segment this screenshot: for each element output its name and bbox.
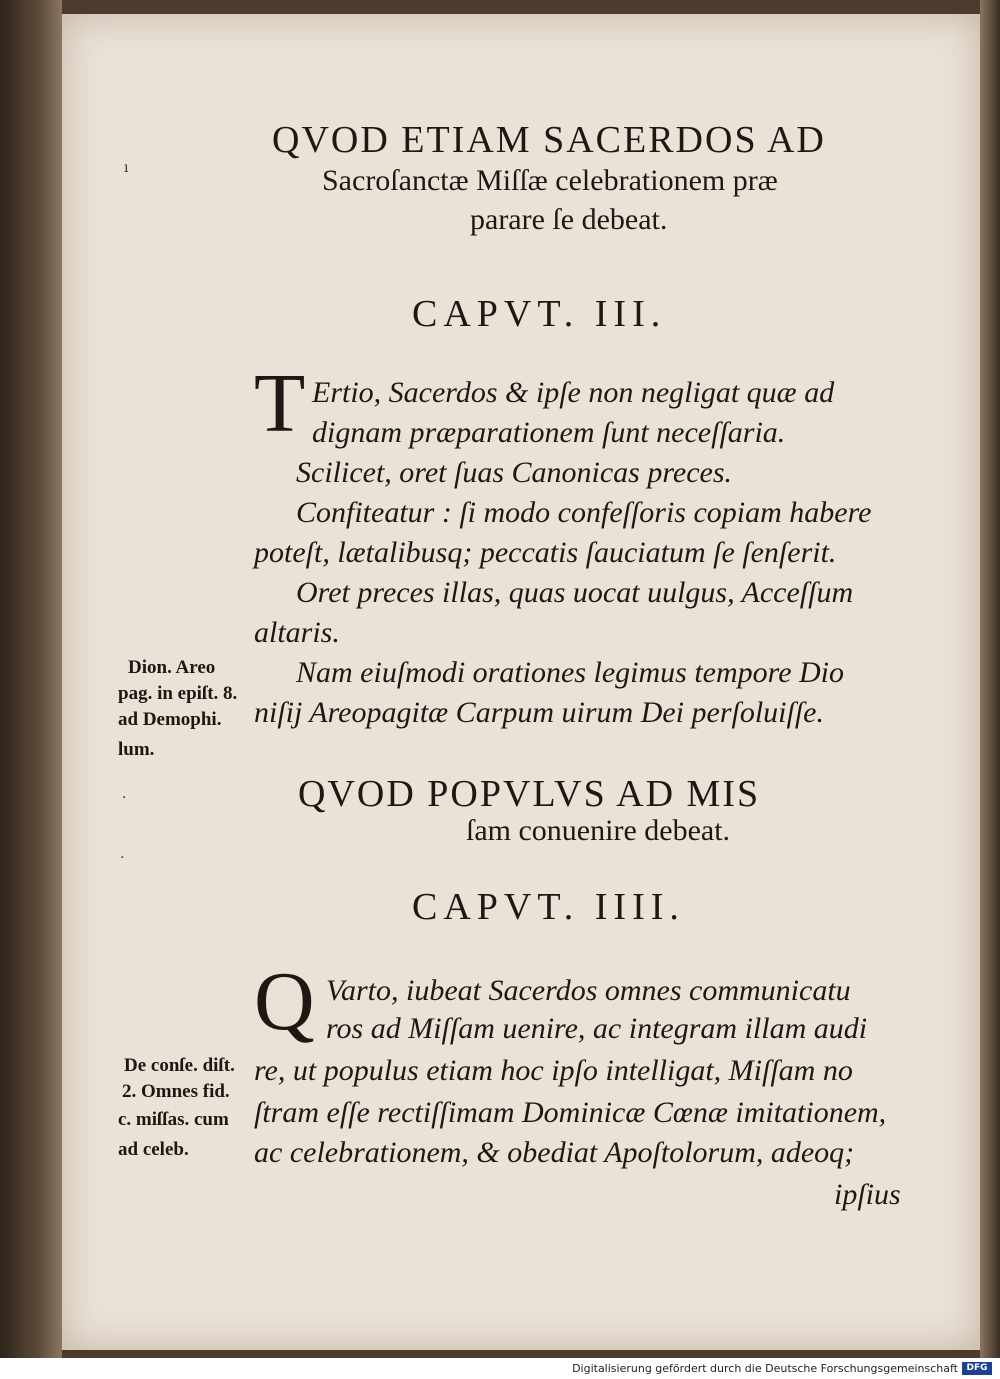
- footer-credit: Digitalisierung gefördert durch die Deutsche Forschungsgemeinschaft: [572, 1362, 958, 1375]
- paragraph-line: re, ut populus etiam hoc ipſo intelligat, Miſſam no: [254, 1054, 853, 1087]
- margin-note-line: c. miſſas. cum: [118, 1109, 229, 1130]
- paragraph-line: Nam eiuſmodi orationes legimus tempore Dio: [296, 656, 845, 689]
- heading-2-line-2: ſam conuenire debeat.: [466, 814, 731, 847]
- drop-cap-t: T: [254, 357, 306, 450]
- paragraph-line: Varto, iubeat Sacerdos omnes communicatu: [326, 974, 851, 1007]
- margin-note-line: lum.: [118, 739, 155, 760]
- margin-note-line: ad Demophi.: [118, 709, 222, 730]
- book-spine: [0, 0, 62, 1358]
- drop-cap-q: Q: [254, 955, 315, 1048]
- margin-note-line: pag. in epiſt. 8.: [118, 683, 238, 704]
- ink-speck: ı: [124, 160, 129, 176]
- paragraph-line: Ertio, Sacerdos & ipſe non negligat quæ ad: [312, 376, 835, 409]
- paragraph-line: poteſt, lætalibusq; peccatis ſauciatum ſe ſenſerit.: [254, 536, 837, 569]
- margin-note-line: Dion. Areo: [128, 657, 216, 678]
- chapter-title: CAPVT. IIII.: [412, 886, 685, 928]
- heading-line-3: parare ſe debeat.: [470, 203, 668, 236]
- dfg-logo: DFG: [962, 1362, 992, 1375]
- margin-note-line: ad celeb.: [118, 1139, 189, 1160]
- chapter-title: CAPVT. III.: [412, 293, 667, 335]
- heading-line-2: Sacroſanctæ Miſſæ celebrationem præ: [322, 164, 778, 197]
- page-edge: [980, 0, 1000, 1358]
- paragraph-line: Scilicet, oret ſuas Canonicas preces.: [296, 456, 733, 489]
- margin-note-line: De conſe. diſt.: [124, 1055, 235, 1076]
- paragraph-line: niſij Areopagitæ Carpum uirum Dei perſoluiſſe.: [254, 696, 824, 729]
- paragraph-line: Confiteatur : ſi modo confeſſoris copiam habere: [296, 496, 872, 529]
- heading-line-1: QVOD ETIAM SACERDOS AD: [272, 119, 826, 161]
- margin-note-line: 2. Omnes fid.: [122, 1081, 230, 1102]
- heading-2-line-1: QVOD POPVLVS AD MIS: [298, 773, 761, 815]
- paragraph-line: ros ad Miſſam uenire, ac integram illam audi: [326, 1012, 868, 1045]
- paragraph-line: dignam præparationem ſunt neceſſaria.: [312, 416, 786, 449]
- paragraph-line: ac celebrationem, & obediat Apoſtolorum, adeoq;: [254, 1136, 855, 1169]
- paragraph-line: ſtram eſſe rectiſſimam Dominicæ Cœnæ imitationem,: [254, 1096, 887, 1129]
- ink-speck: ·: [120, 850, 125, 866]
- catchword: ipſius: [834, 1178, 901, 1211]
- ink-speck: ·: [122, 790, 127, 806]
- paragraph-line: altaris.: [254, 616, 340, 649]
- paragraph-line: Oret preces illas, quas uocat uulgus, Acceſſum: [296, 576, 854, 609]
